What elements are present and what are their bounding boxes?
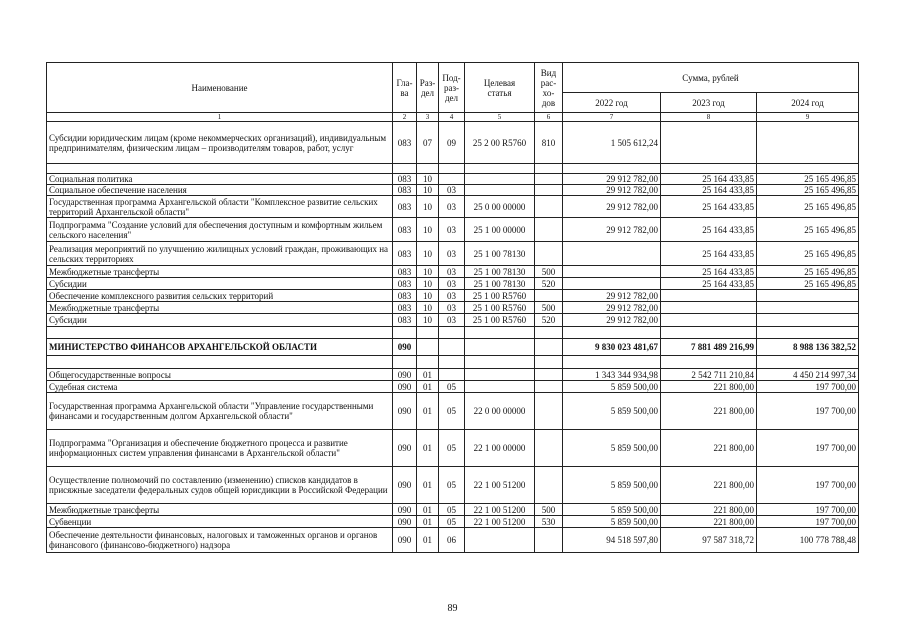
cell-sum-2023: 2 542 711 210,84 — [661, 369, 757, 381]
cell-sum-2023 — [661, 314, 757, 327]
col-number: 3 — [417, 113, 439, 122]
cell-target: 22 0 00 00000 — [465, 393, 535, 430]
cell-podrazdel: 06 — [439, 528, 465, 553]
cell-vid — [535, 242, 563, 266]
cell-glava: 090 — [393, 381, 417, 393]
header-sum: Сумма, рублей — [563, 63, 859, 93]
cell-razdel: 01 — [417, 516, 439, 528]
table-row — [47, 290, 859, 302]
cell-glava — [393, 356, 417, 369]
header-year-2024: 2024 год — [757, 93, 859, 113]
cell-vid: 520 — [535, 314, 563, 327]
cell-target — [465, 185, 535, 196]
cell-podrazdel: 05 — [439, 467, 465, 504]
cell-vid — [535, 356, 563, 369]
cell-glava: 083 — [393, 122, 417, 164]
cell-glava: 083 — [393, 302, 417, 314]
spacer-row — [47, 327, 859, 339]
cell-vid: 500 — [535, 266, 563, 278]
cell-razdel: 10 — [417, 196, 439, 218]
cell-podrazdel — [439, 164, 465, 174]
cell-podrazdel: 05 — [439, 381, 465, 393]
cell-razdel: 01 — [417, 528, 439, 553]
col-number: 5 — [465, 113, 535, 122]
cell-podrazdel: 03 — [439, 218, 465, 242]
cell-sum-2022 — [563, 242, 661, 266]
cell-name: Судебная система — [47, 381, 393, 393]
cell-target: 25 1 00 78130 — [465, 278, 535, 290]
table-row — [47, 266, 859, 278]
col-number: 6 — [535, 113, 563, 122]
cell-sum-2022: 29 912 782,00 — [563, 185, 661, 196]
cell-target: 22 1 00 00000 — [465, 430, 535, 467]
cell-target — [465, 164, 535, 174]
spacer-row — [47, 164, 859, 174]
cell-target: 25 1 00 78130 — [465, 266, 535, 278]
cell-sum-2022: 29 912 782,00 — [563, 290, 661, 302]
cell-sum-2024: 197 700,00 — [757, 393, 859, 430]
cell-razdel: 01 — [417, 467, 439, 504]
cell-podrazdel: 03 — [439, 185, 465, 196]
cell-vid — [535, 467, 563, 504]
cell-sum-2024: 25 165 496,85 — [757, 266, 859, 278]
cell-vid — [535, 430, 563, 467]
cell-sum-2024: 25 165 496,85 — [757, 242, 859, 266]
cell-vid: 500 — [535, 504, 563, 516]
cell-sum-2024 — [757, 122, 859, 164]
cell-sum-2022 — [563, 356, 661, 369]
table-row — [47, 467, 859, 504]
header-target: Целевая статья — [465, 63, 535, 113]
cell-sum-2022: 1 343 344 934,98 — [563, 369, 661, 381]
cell-podrazdel: 03 — [439, 314, 465, 327]
cell-podrazdel — [439, 339, 465, 356]
col-number: 1 — [47, 113, 393, 122]
cell-podrazdel: 05 — [439, 516, 465, 528]
cell-razdel: 10 — [417, 185, 439, 196]
cell-sum-2024: 25 165 496,85 — [757, 196, 859, 218]
cell-name: Осуществление полномочий по составлению (изменению) списков кандидатов в присяжные заседатели федеральных судов общей юрисдикции в Российской Федерации — [47, 467, 393, 504]
cell-vid — [535, 196, 563, 218]
cell-sum-2023 — [661, 290, 757, 302]
cell-vid — [535, 327, 563, 339]
cell-sum-2022: 29 912 782,00 — [563, 314, 661, 327]
cell-glava — [393, 164, 417, 174]
cell-sum-2024: 4 450 214 997,34 — [757, 369, 859, 381]
header-podrazdel: Под- раз- дел — [439, 63, 465, 113]
cell-target — [465, 339, 535, 356]
cell-name: МИНИСТЕРСТВО ФИНАНСОВ АРХАНГЕЛЬСКОЙ ОБЛАСТИ — [47, 339, 393, 356]
cell-sum-2023: 7 881 489 216,99 — [661, 339, 757, 356]
table-row — [47, 196, 859, 218]
table-row — [47, 430, 859, 467]
table-row — [47, 122, 859, 164]
cell-target: 25 1 00 R5760 — [465, 290, 535, 302]
cell-sum-2023: 221 800,00 — [661, 393, 757, 430]
cell-vid — [535, 369, 563, 381]
cell-sum-2023: 97 587 318,72 — [661, 528, 757, 553]
cell-name — [47, 356, 393, 369]
header-year-2022: 2022 год — [563, 93, 661, 113]
cell-name: Подпрограмма "Создание условий для обеспечения доступным и комфортным жильем сельского населения" — [47, 218, 393, 242]
cell-target: 22 1 00 51200 — [465, 467, 535, 504]
table-row — [47, 528, 859, 553]
cell-sum-2022: 5 859 500,00 — [563, 504, 661, 516]
cell-name: Государственная программа Архангельской области "Комплексное развитие сельских территорий Архангельской области" — [47, 196, 393, 218]
cell-podrazdel: 03 — [439, 196, 465, 218]
cell-razdel: 10 — [417, 302, 439, 314]
cell-razdel: 10 — [417, 290, 439, 302]
cell-sum-2024 — [757, 290, 859, 302]
cell-sum-2023 — [661, 327, 757, 339]
cell-sum-2023: 221 800,00 — [661, 504, 757, 516]
cell-sum-2023: 221 800,00 — [661, 381, 757, 393]
cell-sum-2024: 25 165 496,85 — [757, 278, 859, 290]
header-vid: Вид рас- хо- дов — [535, 63, 563, 113]
cell-target — [465, 381, 535, 393]
cell-vid — [535, 174, 563, 185]
cell-sum-2023 — [661, 356, 757, 369]
cell-sum-2024: 8 988 136 382,52 — [757, 339, 859, 356]
cell-glava: 090 — [393, 504, 417, 516]
cell-sum-2023: 25 164 433,85 — [661, 242, 757, 266]
cell-glava: 083 — [393, 185, 417, 196]
cell-sum-2024: 197 700,00 — [757, 467, 859, 504]
cell-name: Социальная политика — [47, 174, 393, 185]
header-year-2023: 2023 год — [661, 93, 757, 113]
cell-sum-2024 — [757, 327, 859, 339]
cell-name: Общегосударственные вопросы — [47, 369, 393, 381]
table-row — [47, 369, 859, 381]
cell-sum-2024: 25 165 496,85 — [757, 174, 859, 185]
header-glava: Гла- ва — [393, 63, 417, 113]
cell-target: 25 1 00 R5760 — [465, 302, 535, 314]
cell-target: 25 0 00 00000 — [465, 196, 535, 218]
cell-podrazdel: 05 — [439, 393, 465, 430]
col-number: 7 — [563, 113, 661, 122]
cell-sum-2022 — [563, 266, 661, 278]
cell-podrazdel — [439, 327, 465, 339]
cell-vid — [535, 339, 563, 356]
cell-sum-2024 — [757, 356, 859, 369]
spacer-row — [47, 356, 859, 369]
header-razdel: Раз- дел — [417, 63, 439, 113]
budget-table — [46, 62, 859, 553]
cell-glava: 090 — [393, 430, 417, 467]
cell-razdel — [417, 164, 439, 174]
cell-sum-2024: 197 700,00 — [757, 504, 859, 516]
cell-podrazdel: 05 — [439, 430, 465, 467]
cell-sum-2024: 100 778 788,48 — [757, 528, 859, 553]
cell-glava: 083 — [393, 266, 417, 278]
cell-vid — [535, 290, 563, 302]
cell-vid — [535, 528, 563, 553]
col-number: 8 — [661, 113, 757, 122]
cell-glava: 090 — [393, 516, 417, 528]
table-row — [47, 393, 859, 430]
cell-glava: 090 — [393, 369, 417, 381]
cell-glava: 083 — [393, 174, 417, 185]
cell-sum-2022: 5 859 500,00 — [563, 516, 661, 528]
cell-vid — [535, 393, 563, 430]
cell-razdel: 10 — [417, 314, 439, 327]
cell-sum-2022 — [563, 278, 661, 290]
cell-glava: 083 — [393, 290, 417, 302]
cell-target: 25 1 00 78130 — [465, 242, 535, 266]
table-row — [47, 339, 859, 356]
cell-sum-2023: 25 164 433,85 — [661, 218, 757, 242]
cell-razdel — [417, 339, 439, 356]
cell-sum-2024: 197 700,00 — [757, 381, 859, 393]
cell-glava: 090 — [393, 528, 417, 553]
cell-sum-2022: 5 859 500,00 — [563, 393, 661, 430]
cell-vid — [535, 185, 563, 196]
cell-sum-2024 — [757, 314, 859, 327]
cell-razdel: 01 — [417, 381, 439, 393]
cell-target — [465, 327, 535, 339]
cell-razdel: 10 — [417, 266, 439, 278]
cell-target: 25 1 00 R5760 — [465, 314, 535, 327]
cell-sum-2022: 29 912 782,00 — [563, 196, 661, 218]
table-row — [47, 185, 859, 196]
cell-razdel — [417, 356, 439, 369]
cell-sum-2024 — [757, 302, 859, 314]
cell-target — [465, 174, 535, 185]
cell-name: Субсидии — [47, 278, 393, 290]
cell-sum-2022: 9 830 023 481,67 — [563, 339, 661, 356]
table-row — [47, 381, 859, 393]
cell-podrazdel: 03 — [439, 290, 465, 302]
cell-name: Субсидии — [47, 314, 393, 327]
cell-podrazdel — [439, 356, 465, 369]
cell-podrazdel: 03 — [439, 266, 465, 278]
cell-name: Государственная программа Архангельской области "Управление государственными финансами и государственным долгом Архангельской области" — [47, 393, 393, 430]
table-row — [47, 314, 859, 327]
cell-razdel: 10 — [417, 218, 439, 242]
cell-name: Субвенции — [47, 516, 393, 528]
cell-sum-2023: 25 164 433,85 — [661, 185, 757, 196]
table-body — [47, 122, 859, 553]
cell-podrazdel: 05 — [439, 504, 465, 516]
cell-name: Реализация мероприятий по улучшению жилищных условий граждан, проживающих на сельских территориях — [47, 242, 393, 266]
cell-sum-2023 — [661, 164, 757, 174]
cell-sum-2024: 25 165 496,85 — [757, 185, 859, 196]
cell-target: 22 1 00 51200 — [465, 504, 535, 516]
table-row — [47, 504, 859, 516]
cell-razdel: 01 — [417, 430, 439, 467]
cell-target: 25 1 00 00000 — [465, 218, 535, 242]
cell-razdel: 01 — [417, 369, 439, 381]
cell-vid — [535, 381, 563, 393]
cell-razdel: 01 — [417, 393, 439, 430]
cell-glava: 090 — [393, 339, 417, 356]
cell-sum-2022 — [563, 327, 661, 339]
cell-glava: 090 — [393, 467, 417, 504]
cell-vid: 810 — [535, 122, 563, 164]
cell-vid — [535, 164, 563, 174]
cell-vid — [535, 218, 563, 242]
cell-name: Подпрограмма "Организация и обеспечение бюджетного процесса и развитие информационных систем управления финансами в Архангельской области" — [47, 430, 393, 467]
col-number: 9 — [757, 113, 859, 122]
cell-sum-2022: 5 859 500,00 — [563, 467, 661, 504]
cell-glava: 083 — [393, 314, 417, 327]
cell-sum-2023: 25 164 433,85 — [661, 174, 757, 185]
cell-sum-2022: 5 859 500,00 — [563, 381, 661, 393]
cell-vid: 530 — [535, 516, 563, 528]
cell-name: Межбюджетные трансферты — [47, 504, 393, 516]
cell-glava: 083 — [393, 196, 417, 218]
cell-name: Обеспечение деятельности финансовых, налоговых и таможенных органов и органов финансового (финансово-бюджетного) надзора — [47, 528, 393, 553]
page-number: 89 — [447, 603, 458, 614]
cell-podrazdel: 03 — [439, 302, 465, 314]
cell-sum-2023: 25 164 433,85 — [661, 196, 757, 218]
cell-glava — [393, 327, 417, 339]
cell-sum-2024 — [757, 164, 859, 174]
cell-podrazdel — [439, 174, 465, 185]
cell-name — [47, 327, 393, 339]
cell-name: Социальное обеспечение населения — [47, 185, 393, 196]
cell-razdel: 01 — [417, 504, 439, 516]
cell-sum-2023: 25 164 433,85 — [661, 266, 757, 278]
table-row — [47, 302, 859, 314]
cell-name: Межбюджетные трансферты — [47, 266, 393, 278]
cell-name: Субсидии юридическим лицам (кроме некоммерческих организаций), индивидуальным предпринимателям, физическим лицам – производителям товаров, работ, услуг — [47, 122, 393, 164]
cell-razdel: 10 — [417, 242, 439, 266]
cell-target — [465, 528, 535, 553]
cell-sum-2023 — [661, 122, 757, 164]
cell-name — [47, 164, 393, 174]
cell-sum-2022 — [563, 164, 661, 174]
cell-sum-2024: 25 165 496,85 — [757, 218, 859, 242]
cell-podrazdel: 03 — [439, 278, 465, 290]
cell-glava: 083 — [393, 218, 417, 242]
cell-target: 22 1 00 51200 — [465, 516, 535, 528]
cell-vid: 520 — [535, 278, 563, 290]
table-row — [47, 218, 859, 242]
cell-podrazdel: 03 — [439, 242, 465, 266]
cell-sum-2023: 25 164 433,85 — [661, 278, 757, 290]
cell-sum-2024: 197 700,00 — [757, 516, 859, 528]
cell-target — [465, 369, 535, 381]
table-row — [47, 242, 859, 266]
cell-razdel — [417, 327, 439, 339]
cell-sum-2023: 221 800,00 — [661, 430, 757, 467]
col-number: 2 — [393, 113, 417, 122]
cell-sum-2023 — [661, 302, 757, 314]
cell-sum-2022: 1 505 612,24 — [563, 122, 661, 164]
cell-sum-2023: 221 800,00 — [661, 467, 757, 504]
cell-name: Межбюджетные трансферты — [47, 302, 393, 314]
cell-glava: 090 — [393, 393, 417, 430]
cell-podrazdel: 09 — [439, 122, 465, 164]
cell-target — [465, 356, 535, 369]
cell-razdel: 07 — [417, 122, 439, 164]
cell-vid: 500 — [535, 302, 563, 314]
cell-sum-2022: 5 859 500,00 — [563, 430, 661, 467]
cell-sum-2023: 221 800,00 — [661, 516, 757, 528]
cell-sum-2022: 29 912 782,00 — [563, 174, 661, 185]
table-row — [47, 278, 859, 290]
cell-sum-2022: 29 912 782,00 — [563, 302, 661, 314]
cell-razdel: 10 — [417, 278, 439, 290]
cell-target: 25 2 00 R5760 — [465, 122, 535, 164]
cell-sum-2022: 29 912 782,00 — [563, 218, 661, 242]
cell-sum-2022: 94 518 597,80 — [563, 528, 661, 553]
col-number: 4 — [439, 113, 465, 122]
cell-name: Обеспечение комплексного развития сельских территорий — [47, 290, 393, 302]
header-name: Наименование — [47, 63, 393, 113]
table-row — [47, 516, 859, 528]
cell-razdel: 10 — [417, 174, 439, 185]
cell-glava: 083 — [393, 278, 417, 290]
cell-podrazdel — [439, 369, 465, 381]
table-row — [47, 174, 859, 185]
cell-glava: 083 — [393, 242, 417, 266]
cell-sum-2024: 197 700,00 — [757, 430, 859, 467]
